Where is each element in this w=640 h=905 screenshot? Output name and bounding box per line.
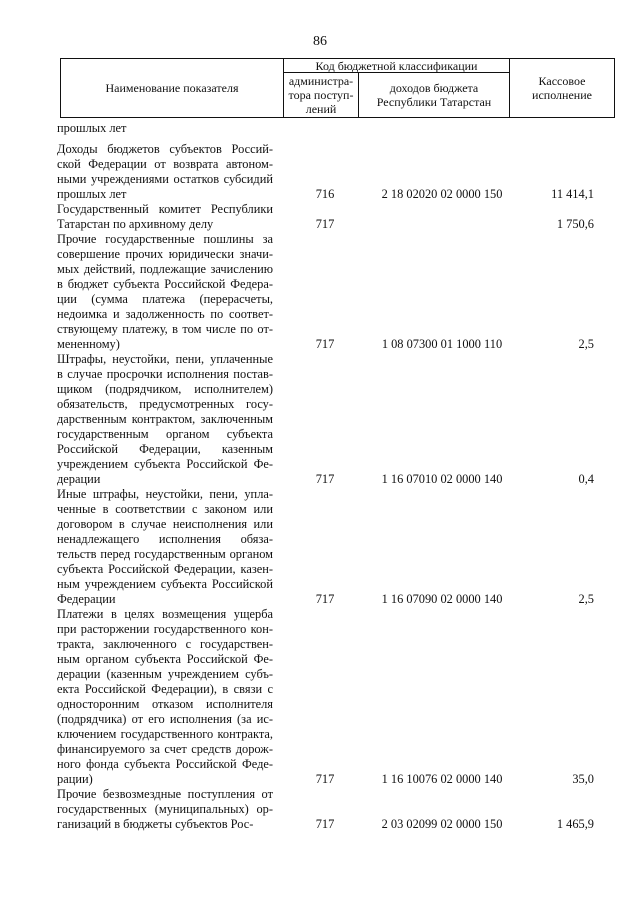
indicator-name-line: Татарстан по архивному делу: [57, 217, 214, 231]
indicator-name-line: ным органом субъекта Российской Фе-: [57, 652, 273, 666]
indicator-name-line: тракта, заключенного с государствен-: [57, 637, 273, 651]
indicator-name-line: мененному): [57, 337, 120, 351]
header-revenue-administrator: администра-тора поступ-лений: [283, 72, 359, 118]
indicator-name-line: прошлых лет: [57, 121, 127, 135]
budget-revenue-code: 2 03 02099 02 0000 150: [381, 817, 503, 831]
indicator-name-line: Федерации: [57, 592, 116, 606]
indicator-name-line: ключением государственного контракта,: [57, 727, 273, 741]
page-number: 86: [313, 34, 327, 49]
cash-execution-amount: 0,4: [578, 472, 594, 486]
indicator-name-line: государственным органом субъекта: [57, 427, 273, 441]
indicator-name-line: прошлых лет: [57, 187, 127, 201]
budget-revenue-code: 1 08 07300 01 1000 110: [381, 337, 503, 351]
indicator-name-line: совершение прочих юридически значи-: [57, 247, 273, 261]
indicator-name-line: ченные в соответствии с законом или: [57, 502, 273, 516]
header-cash-execution: Кассовое исполнение: [509, 58, 615, 118]
indicator-name-line: при расторжении государственного кон-: [57, 622, 273, 636]
cash-execution-amount: 2,5: [578, 592, 594, 606]
header-budget-revenue-code: доходов бюджета Республики Татарстан: [358, 72, 510, 118]
cash-execution-amount: 35,0: [572, 772, 594, 786]
indicator-name-line: ным учреждением субъекта Российской: [57, 577, 273, 591]
indicator-name-line: Иные штрафы, неустойки, пени, упла-: [57, 487, 273, 501]
revenue-administrator-code: 717: [315, 472, 335, 486]
indicator-name-line: Штрафы, неустойки, пени, уплаченные: [57, 352, 273, 366]
revenue-administrator-code: 717: [315, 772, 335, 786]
revenue-administrator-code: 717: [315, 337, 335, 351]
cash-execution-amount: 11 414,1: [551, 187, 594, 201]
indicator-name-line: Прочие государственные пошлины за: [57, 232, 273, 246]
revenue-administrator-code: 717: [315, 817, 335, 831]
indicator-name-line: субъекта Российской Федерации, казен-: [57, 562, 273, 576]
indicator-name-line: ции (сумма платежа (перерасчеты,: [57, 292, 273, 306]
indicator-name-line: тельств перед государственным органом: [57, 547, 273, 561]
indicator-name-line: дарственным контрактом, заключенным: [57, 412, 273, 426]
indicator-name-line: договором в случае неисполнения или: [57, 517, 273, 531]
indicator-name-line: Платежи в целях возмещения ущерба: [57, 607, 273, 621]
revenue-administrator-code: 717: [315, 592, 335, 606]
indicator-name-line: Прочие безвозмездные поступления от: [57, 787, 273, 801]
budget-revenue-code: 1 16 10076 02 0000 140: [381, 772, 503, 786]
indicator-name-line: дерации: [57, 472, 101, 486]
revenue-administrator-code: 716: [315, 187, 335, 201]
indicator-name-line: Государственный комитет Республики: [57, 202, 273, 216]
indicator-name-line: государственных (муниципальных) ор-: [57, 802, 273, 816]
cash-execution-amount: 2,5: [578, 337, 594, 351]
indicator-name-line: екта Российской Федерации), в связи с: [57, 682, 273, 696]
indicator-name-line: учреждением субъекта Российской Фе-: [57, 457, 273, 471]
indicator-name-line: односторонним отказом исполнителя: [57, 697, 273, 711]
indicator-name-line: в бюджет субъекта Российской Федера-: [57, 277, 273, 291]
indicator-name-line: рации): [57, 772, 93, 786]
indicator-name-line: недоимка и задолженность по соответ-: [57, 307, 273, 321]
indicator-name-line: ными учреждениями остатков субсидий: [57, 172, 273, 186]
indicator-name-line: ненадлежащего исполнения обяза-: [57, 532, 273, 546]
cash-execution-amount: 1 750,6: [556, 217, 594, 231]
header-indicator-name: Наименование показателя: [60, 58, 284, 118]
indicator-name-line: мых действий, подлежащие зачислению: [57, 262, 273, 276]
header-classification-code: Код бюджетной классификации: [283, 58, 510, 73]
indicator-name-line: ствующему платежу, в том числе по от-: [57, 322, 273, 336]
indicator-name-line: щиком (подрядчиком, исполнителем): [57, 382, 273, 396]
indicator-name-line: в случае просрочки исполнения постав-: [57, 367, 273, 381]
indicator-name-line: обязательств, предусмотренных госу-: [57, 397, 273, 411]
indicator-name-line: Российской Федерации, казенным: [57, 442, 273, 456]
indicator-name-line: дерации (казенным учреждением субъ-: [57, 667, 273, 681]
budget-revenue-code: 1 16 07090 02 0000 140: [381, 592, 503, 606]
indicator-name-line: финансируемого за счет средств дорож-: [57, 742, 273, 756]
budget-revenue-code: 2 18 02020 02 0000 150: [381, 187, 503, 201]
revenue-administrator-code: 717: [315, 217, 335, 231]
indicator-name-line: ганизаций в бюджеты субъектов Рос-: [57, 817, 254, 831]
indicator-name-line: Доходы бюджетов субъектов Россий-: [57, 142, 273, 156]
indicator-name-line: (подрядчика) от его исполнения (за ис-: [57, 712, 273, 726]
cash-execution-amount: 1 465,9: [556, 817, 594, 831]
budget-revenue-code: 1 16 07010 02 0000 140: [381, 472, 503, 486]
indicator-name-line: ской Федерации от возврата автоном-: [57, 157, 273, 171]
indicator-name-line: ного фонда субъекта Российской Феде-: [57, 757, 273, 771]
